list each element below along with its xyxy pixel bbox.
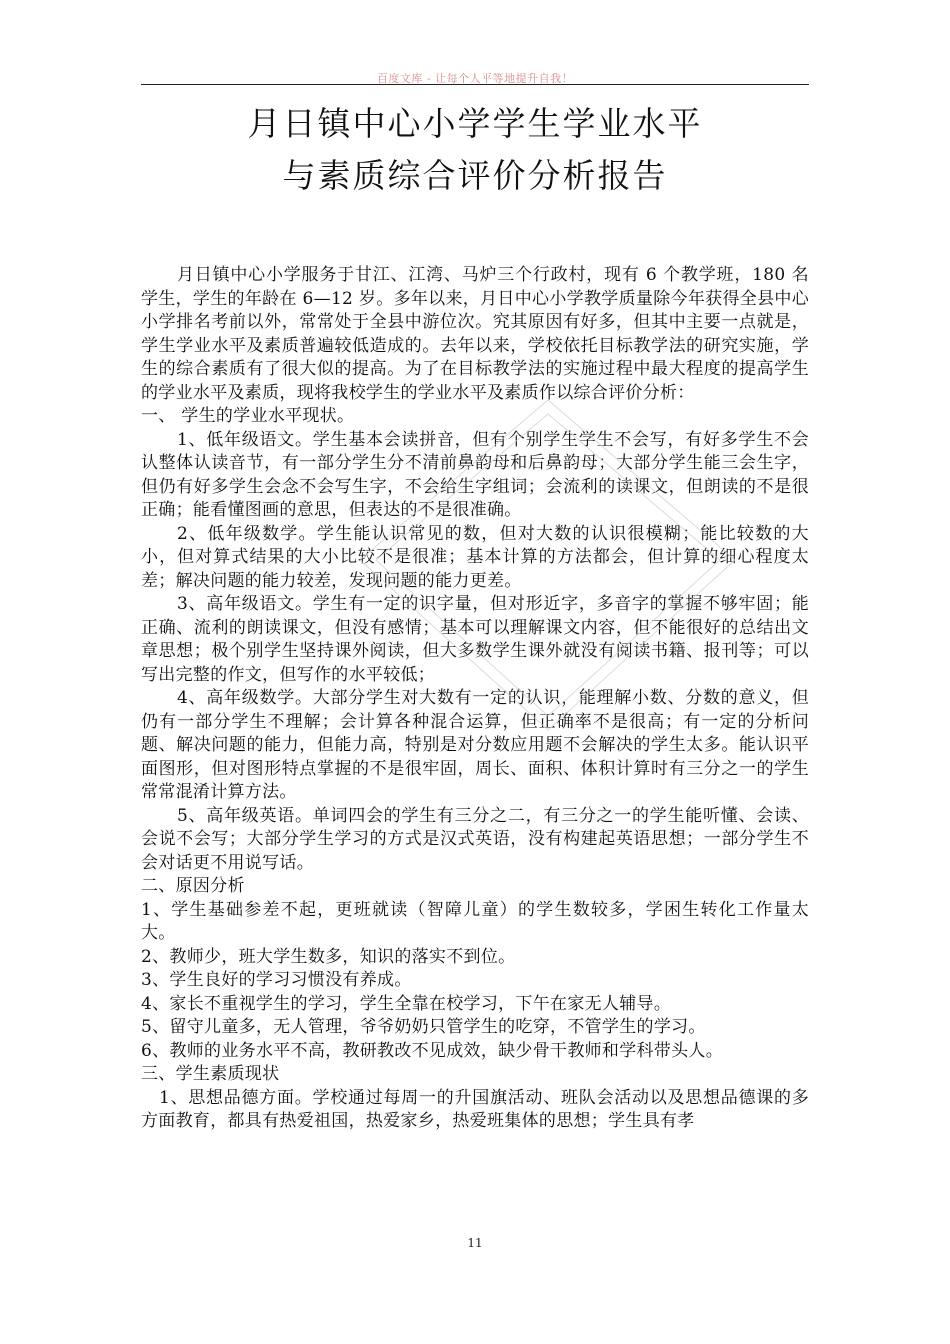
section-heading-2: 二、原因分析 <box>141 876 245 896</box>
paragraph-high-grade-english: 5、高年级英语。单词四会的学生有三分之二，有三分之一的学生能听懂、会读、会说不会写；大部分学生学习的方式是汉式英语，没有构建起英语思想；一部分学生不会对话更不用说写话。 <box>141 805 809 873</box>
document-title-line-1: 月日镇中心小学学生学业水平 <box>247 104 703 143</box>
paragraph-moral-quality: 1、思想品德方面。学校通过每周一的升国旗活动、班队会活动以及思想品德课的多方面教育，都具有热爱祖国，热爱家乡，热爱班集体的思想；学生具有孝 <box>141 1087 809 1131</box>
reason-item-4: 4、家长不重视学生的学习，学生全靠在校学习，下午在家无人辅导。 <box>141 993 672 1014</box>
intro-paragraph: 月日镇中心小学服务于甘江、江湾、马炉三个行政村，现有 6 个教学班，180 名学生，学生的年龄在 6—12 岁。多年以来，月日中心小学教学质量除今年获得全县中心小学排名考前以外，常常处于全县中游位次。究其原因有好多，但其中主要一点就是，学生学业水平及素质普遍较低造成的。去年以来，学校依托目标教学法的研究实施，学生的综合素质有了很大似的提高。为了在目标教学法的实施过程中最大程度的提高学生的学业水平及素质，现将我校学生的学业水平及素质作以综合评价分析： <box>141 265 809 403</box>
header-rule <box>141 84 809 85</box>
reason-item-5: 5、留守儿童多，无人管理，爷爷奶奶只管学生的吃穿，不管学生的学习。 <box>141 1017 706 1037</box>
page-number: 11 <box>467 1236 483 1250</box>
document-title-line-2: 与素质综合评价分析报告 <box>282 156 668 195</box>
paragraph-high-grade-math: 4、高年级数学。大部分学生对大数有一定的认识，能理解小数、分数的意义，但仍有一部分学生不理解；会计算各种混合运算，但正确率不是很高；有一定的分析问题、解决问题的能力，但能力高，特别是对分数应用题不会解决的学生太多。能认识平面图形，但对图形特点掌握的不是很牢固，周长、面积、体积计算时有三分之一的学生常常混淆计算方法。 <box>141 688 809 802</box>
header-note: 百度文库 - 让每个人平等地提升自我！ <box>376 72 574 85</box>
reason-item-3: 3、学生良好的学习习惯没有养成。 <box>141 970 412 990</box>
section-heading-1: 一、 学生的学业水平现状。 <box>141 406 355 426</box>
paragraph-high-grade-chinese: 3、高年级语文。学生有一定的识字量，但对形近字，多音字的掌握不够牢固；能正确、流利的朗读课文，但没有感情；基本可以理解课文内容，但不能很好的总结出文章思想；极个别学生坚持课外阅读，但大多数学生课外就没有阅读书籍、报刊等；可以写出完整的作文，但写作的水平较低； <box>141 594 809 685</box>
reason-item-6: 6、教师的业务水平不高，教研教改不见成效，缺少骨干教师和学科带头人。 <box>141 1040 724 1061</box>
section-heading-3: 三、学生素质现状 <box>141 1064 280 1084</box>
reason-item-2: 2、教师少，班大学生数多，知识的落实不到位。 <box>141 946 516 967</box>
paragraph-low-grade-math: 2、低年级数学。学生能认识常见的数，但对大数的认识很模糊；能比较数的大小，但对算式结果的大小比较不是很准；基本计算的方法都会，但计算的细心程度太差；解决问题的能力较差，发现问题的能力更差。 <box>141 523 809 591</box>
paragraph-low-grade-chinese: 1、低年级语文。学生基本会读拼音，但有个别学生学生不会写，有好多学生不会认整体认读音节，有一部分学生分不清前鼻韵母和后鼻韵母；大部分学生能三会生字，但仍有好多学生会念不会写生字，不会给生字组词；会流利的读课文，但朗读的不是很正确；能看懂图画的意思，但表达的不是很准确。 <box>141 429 809 520</box>
reason-item-1: 1、学生基础参差不起，更班就读（智障儿童）的学生数较多，学困生转化工作量太大。 <box>141 899 809 943</box>
document-body <box>141 264 809 1134</box>
